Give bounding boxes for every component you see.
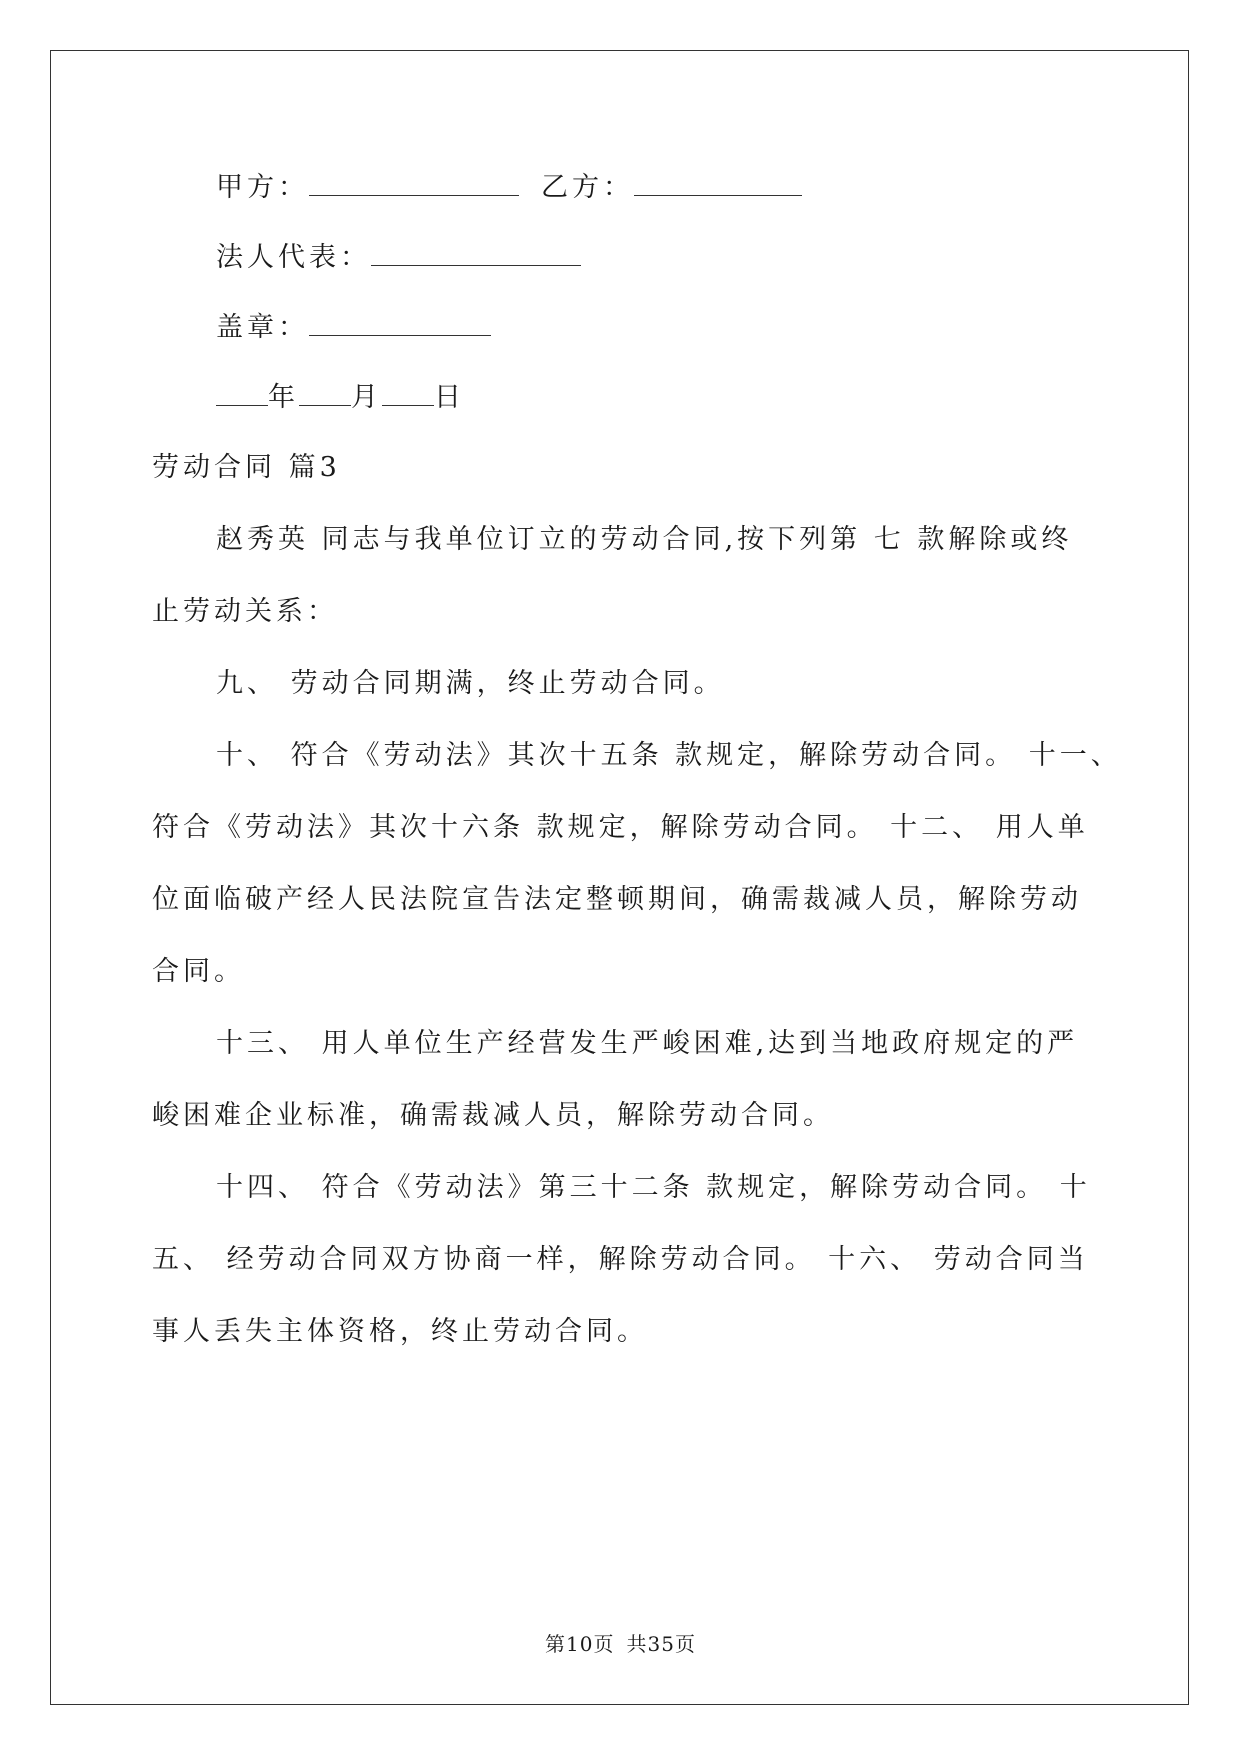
date-year-label: 年: [268, 382, 299, 413]
section-title: 劳动合同 篇3: [152, 452, 341, 483]
date-day-label: 日: [434, 382, 465, 413]
legal-rep-blank: [371, 237, 581, 266]
page-footer: [0, 1628, 1241, 1657]
paragraph-line: 符合《劳动法》其次十六条 款规定，解除劳动合同。 十二、 用人单: [152, 812, 1089, 843]
paragraph-line: 赵秀英 同志与我单位订立的劳动合同,按下列第 七 款解除或终: [216, 524, 1073, 555]
date-line: [216, 375, 465, 414]
paragraph-line: 峻困难企业标准，确需裁减人员，解除劳动合同。: [152, 1100, 834, 1131]
paragraph-line: 位面临破产经人民法院宣告法定整顿期间，确需裁减人员，解除劳动: [152, 884, 1082, 915]
paragraph-line: 十、 符合《劳动法》其次十五条 款规定，解除劳动合同。 十一、: [216, 740, 1122, 771]
paragraph-line: 五、 经劳动合同双方协商一样，解除劳动合同。 十六、 劳动合同当: [152, 1244, 1089, 1275]
year-blank: [216, 377, 268, 406]
month-blank: [299, 377, 351, 406]
party-a-blank: [309, 167, 519, 196]
paragraph-line: 合同。: [152, 956, 245, 987]
seal-label: 盖章：: [216, 312, 309, 343]
paragraph-line: 事人丢失主体资格，终止劳动合同。: [152, 1316, 648, 1347]
legal-rep-line: [216, 235, 581, 274]
seal-blank: [309, 307, 491, 336]
paragraph-line: 止劳动关系：: [152, 596, 338, 627]
paragraph-line: 十三、 用人单位生产经营发生严峻困难,达到当地政府规定的严: [216, 1028, 1079, 1059]
paragraph-line: 九、 劳动合同期满，终止劳动合同。: [216, 668, 725, 699]
date-month-label: 月: [351, 382, 382, 413]
day-blank: [382, 377, 434, 406]
party-a-label: 甲方：: [216, 172, 309, 203]
total-pages: 共35页: [626, 1632, 696, 1656]
party-line: [216, 165, 802, 204]
party-b-label: 乙方：: [541, 172, 634, 203]
paragraph-line: 十四、 符合《劳动法》第三十二条 款规定，解除劳动合同。 十: [216, 1172, 1091, 1203]
seal-line: [216, 305, 491, 344]
legal-rep-label: 法人代表：: [216, 242, 371, 273]
party-b-blank: [634, 167, 802, 196]
current-page-number: 第10页: [545, 1632, 615, 1656]
